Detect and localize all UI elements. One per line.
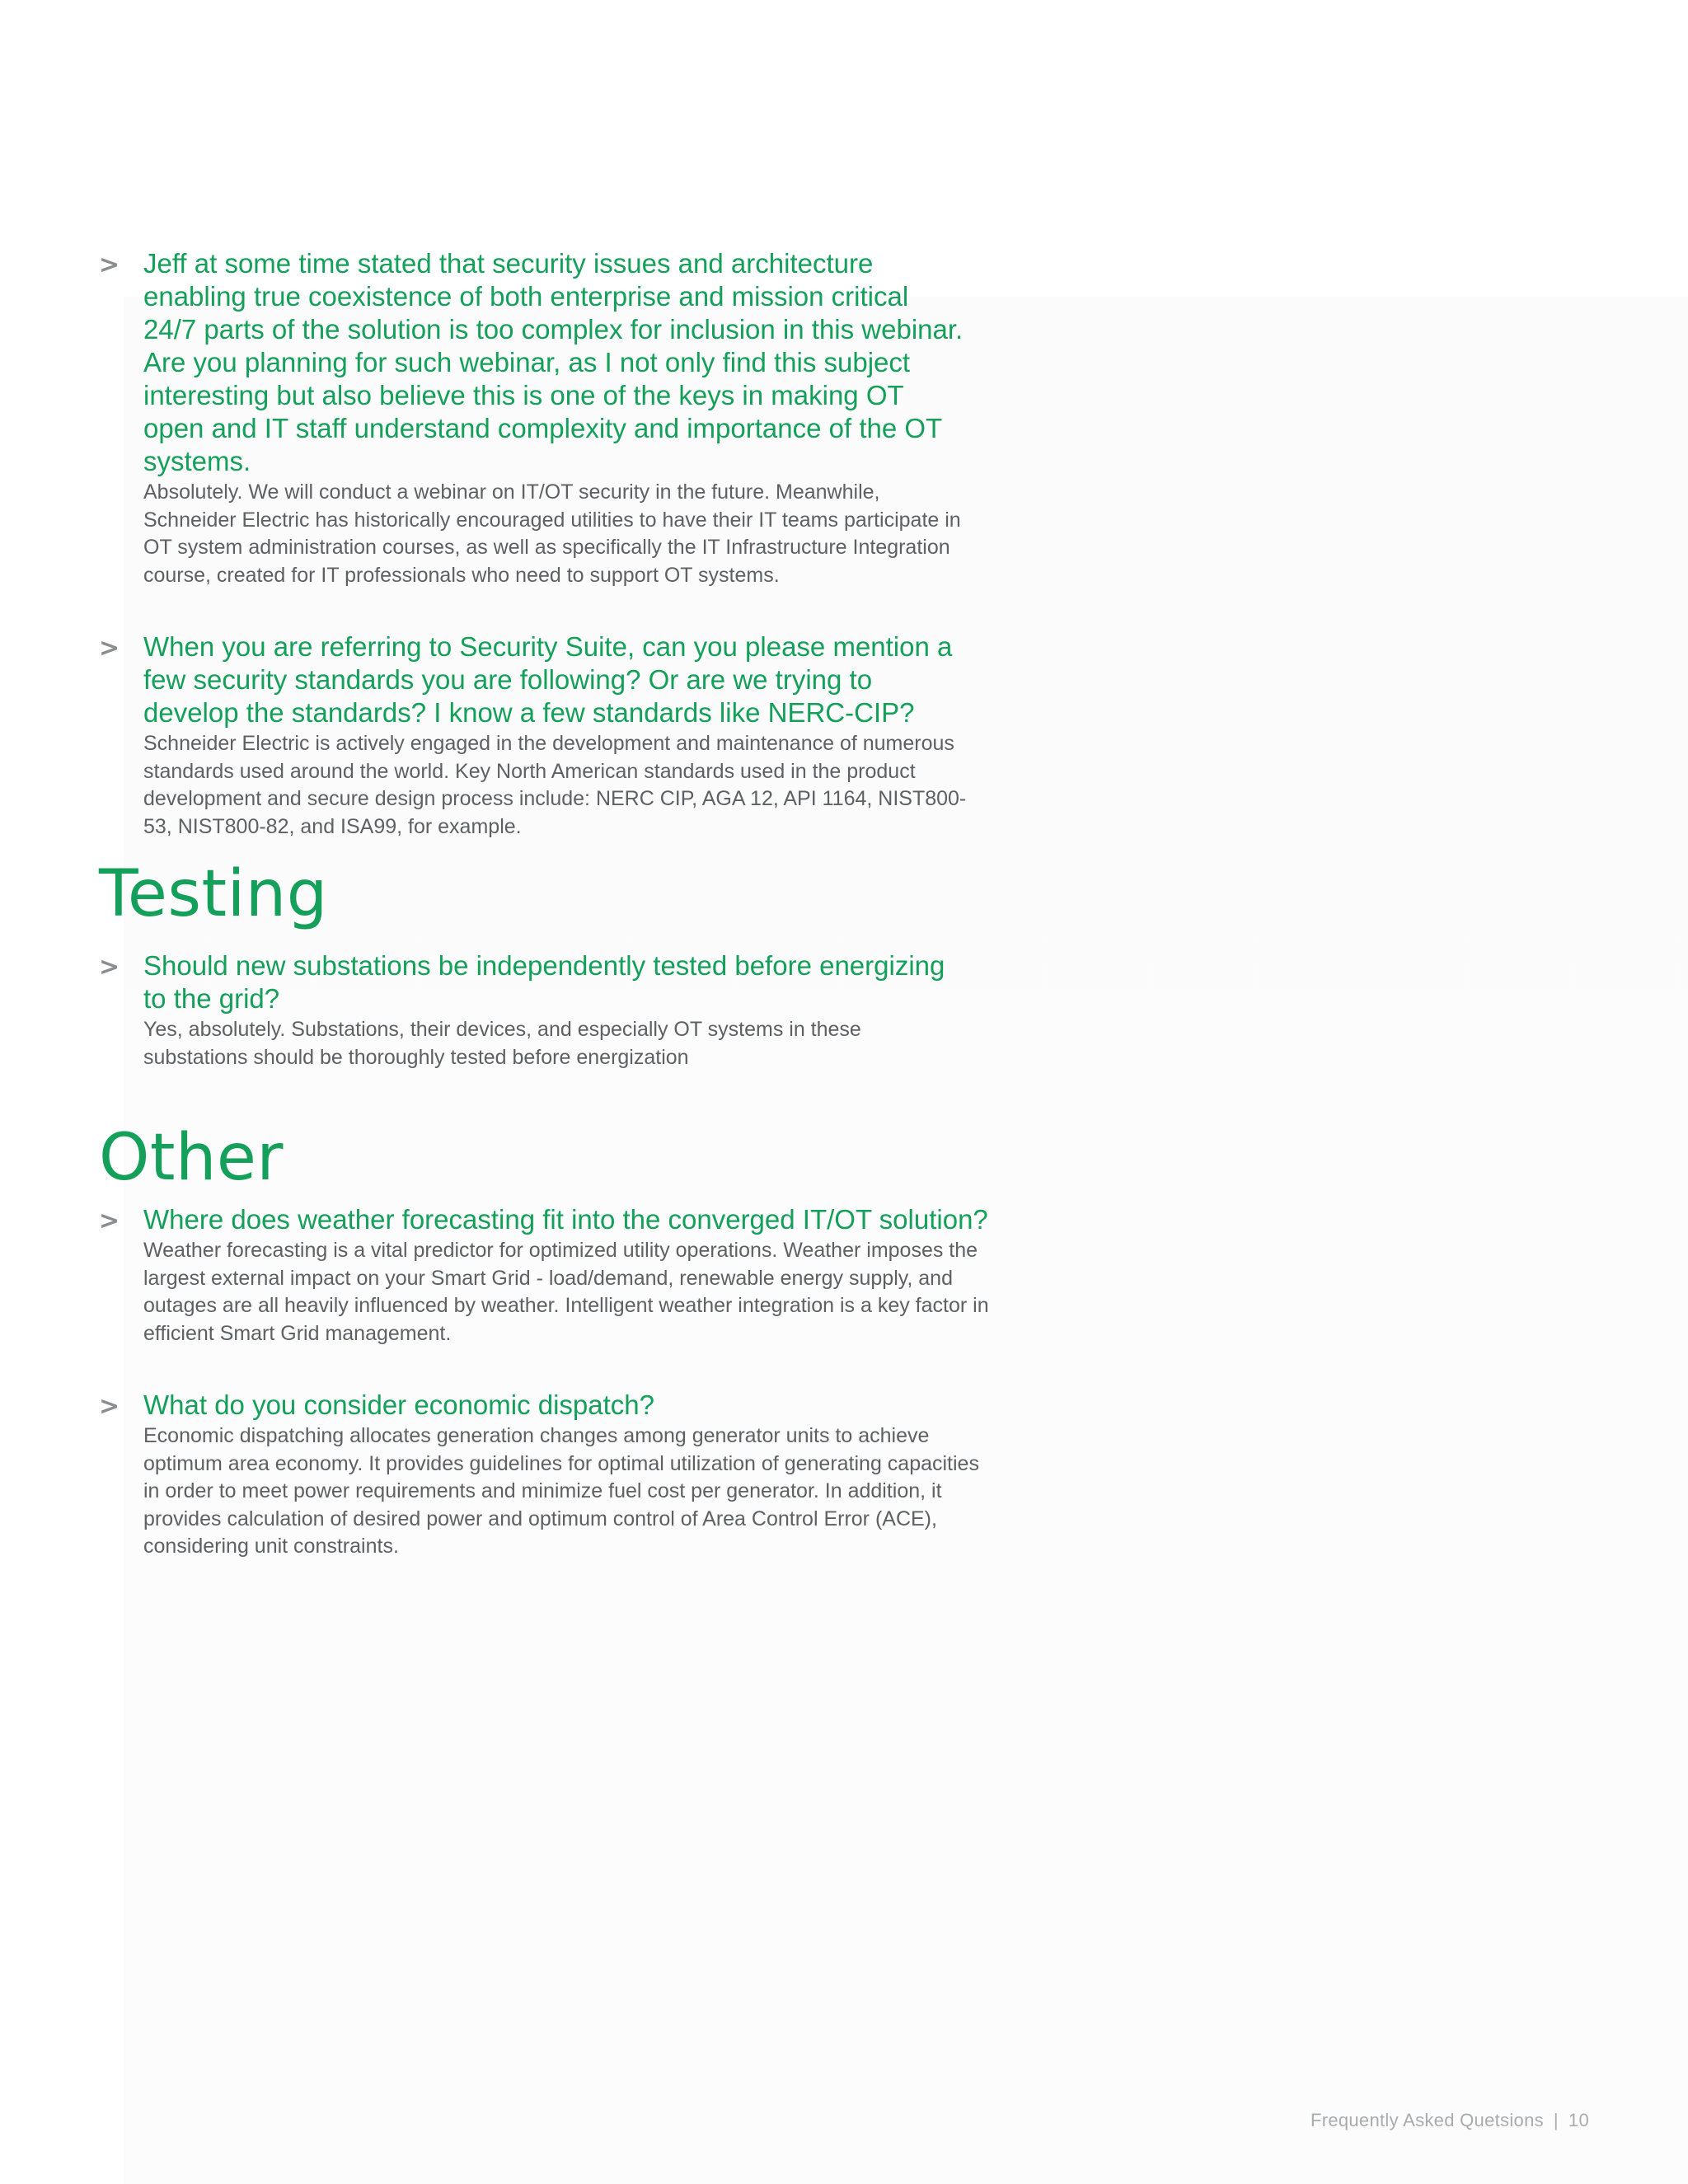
faq-answer: Weather forecasting is a vital predictor for optimized utility operations. Weather imposes the largest external impact on your Smart Grid - load/demand, renewable energy supply, and outages are all heavily influenced by weather. Intelligent weather integration is a key factor in efficient Smart Grid management. [143, 1239, 989, 1345]
faq-item-security-webinar [99, 247, 989, 589]
chevron-right-icon: > [99, 251, 120, 279]
faq-question: Jeff at some time stated that security issues and architecture enabling true coexistence of both enterprise and mission critical 24/7 parts of the solution is too complex for inclusion in this webinar. Are you planning for such webinar, as I not only find this subject interesting but also believe this is one of the keys in making OT open and IT staff understand complexity and importance of the OT systems. [143, 248, 964, 476]
faq-answer: Absolutely. We will conduct a webinar on IT/OT security in the future. Meanwhile, Schneider Electric has historically encouraged utilities to have their IT teams participate in OT system administration courses, as well as specifically the IT Infrastructure Integration course, created for IT professionals who need to support OT systems. [143, 480, 961, 587]
footer-separator: | [1553, 2110, 1559, 2130]
chevron-right-icon: > [99, 1207, 120, 1235]
faq-answer: Yes, absolutely. Substations, their devices, and especially OT systems in these substations should be thoroughly tested before energization [143, 1018, 861, 1069]
faq-question: Where does weather forecasting fit into the converged IT/OT solution? [143, 1204, 988, 1235]
faq-content [99, 247, 989, 1561]
faq-question: Should new substations be independently tested before energizing to the grid? [143, 950, 945, 1014]
faq-item-substation-testing [99, 949, 989, 1071]
faq-answer: Schneider Electric is actively engaged in the development and maintenance of numerous standards used around the world. Key North American standards used in the product development and secure design process include: NERC CIP, AGA 12, API 1164, NIST800-53, NIST800-82, and ISA99, for example. [143, 732, 967, 838]
faq-item-economic-dispatch [99, 1389, 989, 1561]
footer-label: Frequently Asked Quetsions [1310, 2110, 1544, 2130]
section-title-testing: Testing [99, 857, 328, 931]
faq-item-security-standards [99, 630, 989, 841]
page-number: 10 [1568, 2110, 1589, 2130]
faq-answer: Economic dispatching allocates generation changes among generator units to achieve optimum area economy. It provides guidelines for optimal utilization of generating capacities in order to meet power requirements and minimize fuel cost per generator. In addition, it provides calculation of desired power and optimum control of Area Control Error (ACE), considering unit constraints. [143, 1424, 979, 1558]
faq-question: What do you consider economic dispatch? [143, 1390, 655, 1420]
chevron-right-icon: > [99, 1392, 120, 1421]
chevron-right-icon: > [99, 634, 120, 663]
section-title-other: Other [99, 1121, 284, 1195]
faq-item-weather-forecasting [99, 1203, 989, 1347]
page-footer [1311, 2110, 1589, 2131]
faq-question: When you are referring to Security Suite, can you please mention a few security standards you are following? Or are we trying to develop the standards? I know a few standards like NERC-CIP? [143, 631, 953, 728]
chevron-right-icon: > [99, 953, 120, 982]
